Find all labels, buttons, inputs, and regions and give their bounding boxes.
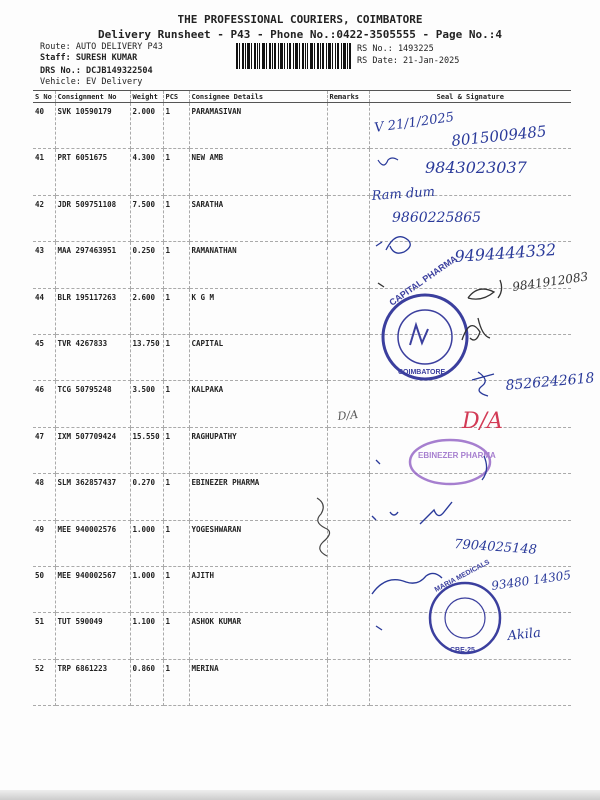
row-pcs: 1 xyxy=(163,381,189,427)
row-consignee: EBINEZER PHARMA xyxy=(189,474,327,520)
row-remarks xyxy=(327,427,369,473)
row-consignment: TVR 4267833 xyxy=(55,334,130,380)
row-weight: 3.500 xyxy=(130,381,163,427)
row-sno: 47 xyxy=(33,427,55,473)
col-pcs: PCS xyxy=(163,91,189,103)
row-consignment: SLM 362857437 xyxy=(55,474,130,520)
row-pcs: 1 xyxy=(163,334,189,380)
row-signature xyxy=(369,613,571,659)
row-signature xyxy=(369,239,571,288)
table-row xyxy=(33,334,571,380)
row-consignee: KALPAKA xyxy=(189,381,327,427)
remark-note: D/A xyxy=(336,407,359,423)
row-weight: 4.300 xyxy=(130,149,163,195)
handwritten-name: Akila xyxy=(506,625,542,644)
row-remarks xyxy=(327,195,369,241)
row-sno: 46 xyxy=(33,381,55,427)
table-row xyxy=(33,520,571,566)
row-consignment: BLR 195117263 xyxy=(55,288,130,334)
row-remarks xyxy=(327,566,369,612)
rs-number: RS No.: 1493225 xyxy=(357,44,434,54)
row-signature xyxy=(369,334,571,380)
row-pcs: 1 xyxy=(163,520,189,566)
row-consignee: RAMANATHAN xyxy=(189,242,327,288)
row-remarks xyxy=(327,381,369,427)
runsheet-table xyxy=(33,90,571,706)
rs-date: RS Date: 21-Jan-2025 xyxy=(357,56,460,66)
handwritten-phone: 9494444332 xyxy=(453,239,557,266)
row-signature xyxy=(369,566,571,612)
row-pcs: 1 xyxy=(163,103,189,149)
table-row xyxy=(33,566,571,612)
row-pcs: 1 xyxy=(163,474,189,520)
col-consignee: Consignee Details xyxy=(189,91,327,103)
row-consignment: TCG 50795248 xyxy=(55,381,130,427)
row-signature xyxy=(369,195,571,241)
table-row xyxy=(33,613,571,659)
row-consignee: NEW AMB xyxy=(189,149,327,195)
row-consignment: MEE 940002567 xyxy=(55,566,130,612)
row-sno: 52 xyxy=(33,659,55,705)
row-consignment: TUT 590049 xyxy=(55,613,130,659)
table-header-row xyxy=(33,91,571,103)
handwritten-phone: 9841912083 xyxy=(511,269,590,294)
row-pcs: 1 xyxy=(163,195,189,241)
table-row xyxy=(33,103,571,149)
row-consignee: AJITH xyxy=(189,566,327,612)
row-consignee: K G M xyxy=(189,288,327,334)
scan-edge xyxy=(0,790,600,800)
row-remarks xyxy=(327,613,369,659)
row-consignment: MAA 297463951 xyxy=(55,242,130,288)
row-signature xyxy=(369,149,571,195)
row-weight: 7.500 xyxy=(130,195,163,241)
row-signature xyxy=(369,427,571,473)
row-remarks xyxy=(327,659,369,705)
row-pcs: 1 xyxy=(163,566,189,612)
row-consignment: IXM 507709424 xyxy=(55,427,130,473)
row-signature xyxy=(369,288,571,334)
handwritten-phone: 8015009485 xyxy=(450,122,548,150)
row-sno: 43 xyxy=(33,242,55,288)
row-pcs: 1 xyxy=(163,659,189,705)
row-remarks xyxy=(327,474,369,520)
handwritten-phone: 9860225865 xyxy=(392,210,482,226)
row-remarks xyxy=(327,242,369,288)
row-consignee: SARATHA xyxy=(189,195,327,241)
row-consignment: PRT 6051675 xyxy=(55,149,130,195)
handwritten-phone: 8526242618 xyxy=(504,370,596,394)
row-consignee: PARAMASIVAN xyxy=(189,103,327,149)
company-name: THE PROFESSIONAL COURIERS, COIMBATORE xyxy=(177,13,423,26)
stamp-text: EBINEZER PHARMA xyxy=(418,451,496,460)
table-row xyxy=(33,659,571,705)
table-row xyxy=(33,195,571,241)
row-weight: 0.270 xyxy=(130,474,163,520)
row-signature xyxy=(369,520,571,566)
row-consignee: YOGESHWARAN xyxy=(189,520,327,566)
handwritten-phone: 9843023037 xyxy=(425,158,527,177)
col-consignment: Consignment No xyxy=(55,91,130,103)
handwritten-date: V 21/1/2025 xyxy=(373,109,455,136)
row-sno: 49 xyxy=(33,520,55,566)
row-pcs: 1 xyxy=(163,242,189,288)
handwritten-phone: 7904025148 xyxy=(453,537,538,558)
row-weight: 15.550 xyxy=(130,427,163,473)
col-remarks: Remarks xyxy=(327,91,369,103)
row-weight: 0.860 xyxy=(130,659,163,705)
row-remarks xyxy=(327,288,369,334)
stamp-text: CAPITAL PHARMA xyxy=(387,253,459,308)
stamp-subtext: CBE-25 xyxy=(450,647,475,654)
row-signature xyxy=(369,381,571,427)
row-signature xyxy=(369,103,571,149)
table-row xyxy=(33,288,571,334)
handwritten-name: Ram dum xyxy=(371,184,436,204)
row-weight: 1.000 xyxy=(130,520,163,566)
row-consignee: CAPITAL xyxy=(189,334,327,380)
row-weight: 2.000 xyxy=(130,103,163,149)
row-sno: 48 xyxy=(33,474,55,520)
row-sno: 44 xyxy=(33,288,55,334)
runsheet-title: Delivery Runsheet - P43 - Phone No.:0422-3505555 - Page No.:4 xyxy=(98,28,502,41)
row-sno: 45 xyxy=(33,334,55,380)
row-sno: 42 xyxy=(33,195,55,241)
barcode-image xyxy=(236,43,351,69)
drs-number: DRS No.: DCJB149322504 xyxy=(40,66,153,76)
table-row xyxy=(33,242,571,288)
table-row xyxy=(33,149,571,195)
row-pcs: 1 xyxy=(163,613,189,659)
table-row xyxy=(33,381,571,427)
row-pcs: 1 xyxy=(163,288,189,334)
col-signature: Seal & Signature xyxy=(369,91,571,103)
handwritten-phone: 93480 14305 xyxy=(490,567,572,593)
stamp-subtext: COIMBATORE xyxy=(398,369,446,376)
row-sno: 51 xyxy=(33,613,55,659)
row-consignment: SVK 10590179 xyxy=(55,103,130,149)
row-consignee: ASHOK KUMAR xyxy=(189,613,327,659)
row-weight: 0.250 xyxy=(130,242,163,288)
col-weight: Weight xyxy=(130,91,163,103)
row-weight: 2.600 xyxy=(130,288,163,334)
row-pcs: 1 xyxy=(163,427,189,473)
vehicle-label: Vehicle: EV Delivery xyxy=(40,77,143,87)
row-weight: 1.100 xyxy=(130,613,163,659)
table-row xyxy=(33,427,571,473)
col-sno: S No xyxy=(33,91,55,103)
row-pcs: 1 xyxy=(163,149,189,195)
row-sno: 50 xyxy=(33,566,55,612)
row-consignee: RAGHUPATHY xyxy=(189,427,327,473)
row-weight: 13.750 xyxy=(130,334,163,380)
table-row xyxy=(33,474,571,520)
row-weight: 1.000 xyxy=(130,566,163,612)
row-remarks xyxy=(327,149,369,195)
row-remarks xyxy=(327,103,369,149)
route-label: Route: AUTO DELIVERY P43 xyxy=(40,42,163,52)
row-remarks xyxy=(327,520,369,566)
row-signature xyxy=(369,474,571,520)
stamp-text: MARIA MEDICALS xyxy=(433,558,491,594)
row-sno: 41 xyxy=(33,149,55,195)
row-signature xyxy=(369,659,571,705)
staff-label: Staff: SURESH KUMAR xyxy=(40,53,138,63)
row-consignment: MEE 940002576 xyxy=(55,520,130,566)
row-sno: 40 xyxy=(33,103,55,149)
row-consignee: MERINA xyxy=(189,659,327,705)
row-remarks xyxy=(327,334,369,380)
handwritten-da: D/A xyxy=(462,409,503,434)
row-consignment: JDR 509751108 xyxy=(55,195,130,241)
row-consignment: TRP 6861223 xyxy=(55,659,130,705)
